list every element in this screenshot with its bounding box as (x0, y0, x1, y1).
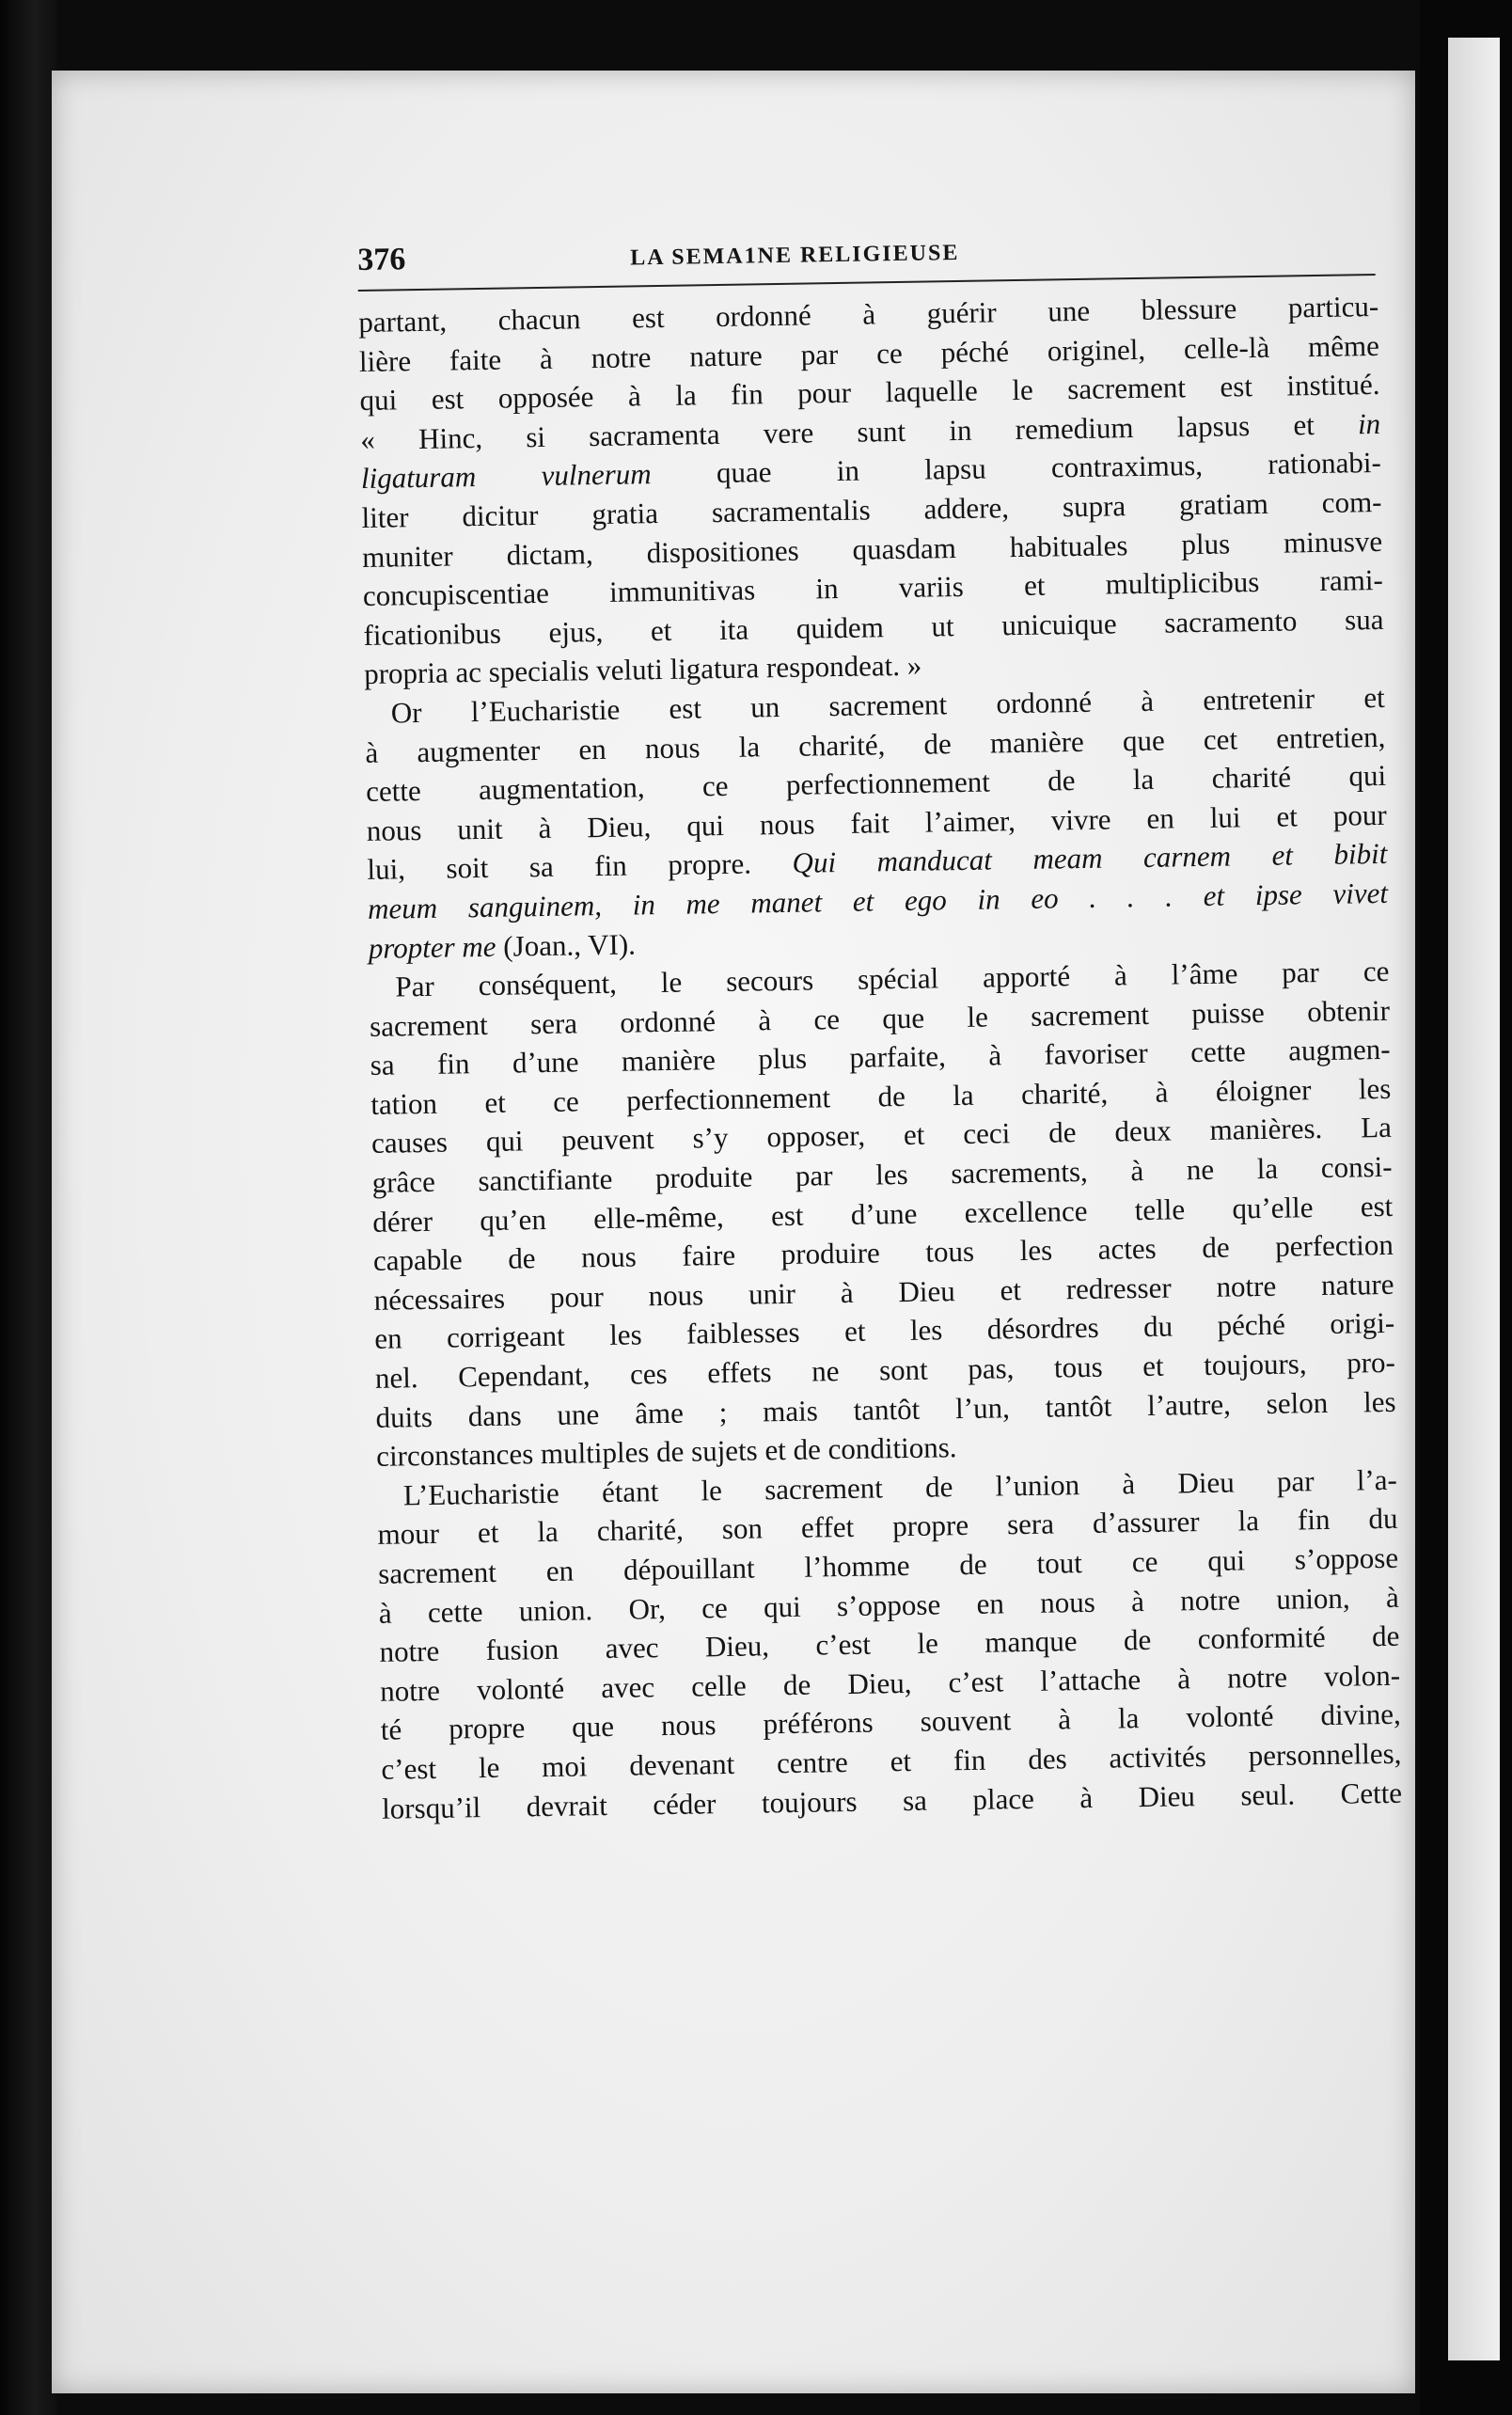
text-segment: notre volonté avec celle de Dieu, c’est l’attache à notre volon- (379, 1658, 1401, 1708)
text-segment: concupiscentiae immunitivas in variis et multiplicibus rami- (362, 563, 1384, 613)
text-segment: duits dans une âme ; mais tantôt l’un, tantôt l’autre, selon les (375, 1384, 1396, 1434)
text-segment: Or l’Eucharistie est un sacrement ordonné à entretenir et (390, 680, 1386, 730)
text-segment: capable de nous faire produire tous les actes de perfection (372, 1228, 1394, 1278)
italic-text: meum sanguinem, in me manet et ego in eo . . . et ipse vivet (367, 876, 1389, 925)
page-content (357, 227, 1402, 1828)
text-segment: dérer qu’en elle-même, est d’une excellence telle qu’elle est (372, 1189, 1394, 1239)
text-segment: muniter dictam, dispositiones quasdam habituales plus minusve (361, 524, 1383, 574)
italic-text: propter me (368, 929, 496, 965)
italic-text: ligaturam vulnerum (360, 457, 652, 496)
text-segment: lière faite à notre nature par ce péché originel, celle-là même (358, 328, 1380, 378)
text-segment: L’Eucharistie étant le sacrement de l’union à Dieu par l’a- (402, 1462, 1398, 1512)
text-segment: qui est opposée à la fin pour laquelle le sacrement est institué. (359, 368, 1380, 418)
text-segment: té propre que nous préférons souvent à la volonté divine, (380, 1697, 1401, 1747)
text-segment: ficationibus ejus, et ita quidem ut unicuique sacramento sua (363, 602, 1384, 652)
text-segment: à cette union. Or, ce qui s’oppose en nous à notre union, à (378, 1580, 1400, 1630)
facing-page-edge (1448, 38, 1500, 2360)
text-segment: notre fusion avec Dieu, c’est le manque de conformité de (379, 1618, 1400, 1669)
text-segment: « Hinc, si sacramenta vere sunt in remedium lapsus et (360, 407, 1359, 456)
italic-text: in (1357, 406, 1381, 441)
text-segment: (Joan., VI). (496, 926, 637, 963)
text-segment: propria ac specialis veluti ligatura respondeat. » (363, 648, 922, 691)
page-number: 376 (357, 242, 406, 277)
text-segment: quae in lapsu contraximus, rationabi- (651, 446, 1382, 491)
text-segment: c’est le moi devenant centre et fin des activités personnelles, (381, 1736, 1402, 1786)
text-segment: liter dicitur gratia sacramentalis addere, supra gratiam com- (361, 484, 1382, 534)
film-edge-left (0, 0, 56, 2415)
journal-title: LA SEMA1NE RELIGIEUSE (630, 240, 960, 271)
text-segment: lui, soit sa fin propre. (367, 846, 793, 887)
text-segment: en corrigeant les faiblesses et les désordres du péché origi- (374, 1306, 1395, 1356)
text-segment: nous unit à Dieu, qui nous fait l’aimer, vivre en lui et pour (366, 797, 1387, 847)
text-segment: partant, chacun est ordonné à guérir une blessure particu- (358, 289, 1379, 339)
text-segment: sacrement sera ordonné à ce que le sacrement puisse obtenir (369, 993, 1391, 1043)
text-segment: nécessaires pour nous unir à Dieu et redresser notre nature (373, 1267, 1394, 1317)
text-segment: mour et la charité, son effet propre sera d’assurer la fin du (377, 1502, 1398, 1552)
text-segment: Par conséquent, le secours spécial apporté à l’âme par ce (395, 954, 1390, 1003)
text-segment: lorsqu’il devrait céder toujours sa place à Dieu seul. Cette (381, 1776, 1403, 1825)
text-segment: grâce sanctifiante produite par les sacrements, à ne la consi- (371, 1149, 1393, 1199)
text-segment: cette augmentation, ce perfectionnement de la charité qui (365, 759, 1387, 809)
text-segment: à augmenter en nous la charité, de manière que cet entretien, (365, 719, 1386, 769)
italic-text: Qui manducat meam carnem et bibit (792, 837, 1388, 880)
text-segment: nel. Cependant, ces effets ne sont pas, tous et toujours, pro- (374, 1345, 1396, 1395)
text-segment: sa fin d’une manière plus parfaite, à favoriser cette augmen- (370, 1033, 1391, 1082)
body-text (358, 287, 1402, 1828)
text-segment: causes qui peuvent s’y opposer, et ceci de deux manières. La (370, 1111, 1393, 1160)
text-segment: sacrement en dépouillant l’homme de tout ce qui s’oppose (377, 1540, 1399, 1590)
text-segment: tation et ce perfectionnement de la charité, à éloigner les (370, 1071, 1392, 1121)
text-segment: circonstances multiples de sujets et de conditions. (375, 1430, 957, 1474)
